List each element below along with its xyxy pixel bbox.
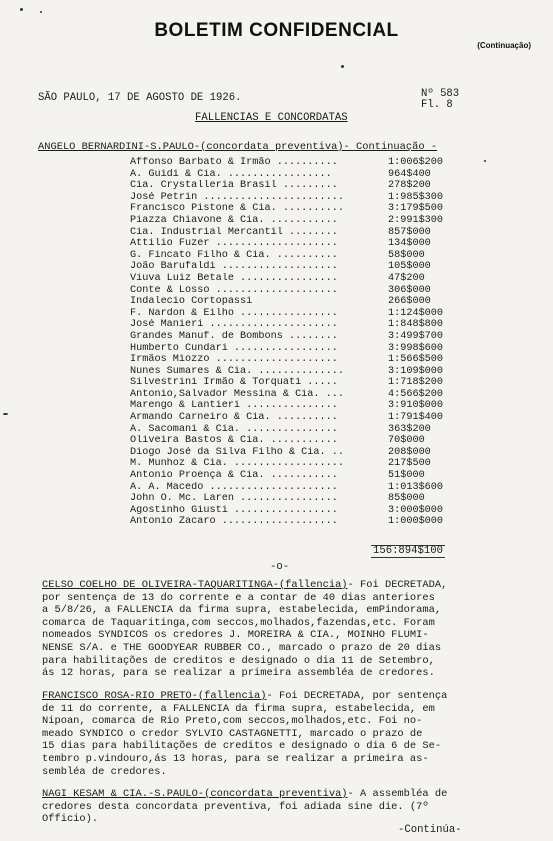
creditor-amount: 208$000 — [388, 446, 431, 458]
creditor-amount: 1:000$000 — [388, 516, 444, 528]
celso-line: NENSE S/A. e THE GOODYEAR RUBBER CO., marcado o prazo de 20 dias — [42, 641, 442, 654]
creditor-list — [130, 157, 460, 528]
creditor-name: Francisco Pistone & Cia. .......... — [130, 203, 344, 215]
creditor-row — [130, 215, 460, 227]
creditor-name: A. A. Macedo ..................... — [130, 481, 338, 493]
creditor-row — [130, 412, 460, 424]
creditor-name: Armando Carneiro & Cia. .......... — [130, 412, 338, 424]
creditor-row — [130, 493, 460, 505]
creditor-amount: 4:566$200 — [388, 388, 444, 400]
creditor-row — [130, 470, 460, 482]
creditor-name: F. Nardon & Eilho ................ — [130, 307, 338, 319]
creditor-row — [130, 343, 460, 355]
bulletin-number: Nº 583 — [421, 88, 460, 100]
francisco-line: sembléa de credores. — [42, 765, 167, 778]
creditor-name: Nunes Sumares & Cia. .............. — [130, 365, 344, 377]
angelo-heading: ANGELO BERNARDINI-S.PAULO-(concordata preventiva)- Continuação - — [38, 141, 438, 153]
creditor-row — [130, 169, 460, 181]
creditor-name: Irmãos Miozzo .................... — [130, 354, 338, 366]
nagi-line: Officio). — [42, 813, 99, 826]
creditor-name: Cia. Industrial Mercantil ........ — [130, 226, 338, 238]
creditor-row — [130, 400, 460, 412]
celso-notice — [42, 579, 512, 680]
continues-label: -Continúa- — [398, 824, 462, 836]
place-date: SÃO PAULO, 17 DE AGOSTO DE 1926. — [38, 92, 242, 104]
creditor-amount: 217$500 — [388, 458, 431, 470]
celso-line: ás 12 horas, para se realizar a primeira assembléa de credores. — [42, 667, 435, 680]
creditor-amount: 964$400 — [388, 168, 431, 180]
creditor-name: Cia. Crystalleria Brasil ......... — [130, 180, 338, 192]
creditor-row — [130, 389, 460, 401]
creditor-name: Viuva Luiz Betale ................ — [130, 272, 338, 284]
creditor-name: Conte & Losso .................... — [130, 284, 338, 296]
creditor-name: Attilio Fuzer .................... — [130, 238, 338, 250]
francisco-line: 15 dias para habilitações de creditos e designado o dia 6 de Se- — [42, 740, 442, 753]
creditor-row — [130, 505, 460, 517]
creditor-amount: 47$200 — [388, 272, 425, 284]
scan-speck — [484, 160, 486, 162]
creditor-amount: 1:985$300 — [388, 191, 444, 203]
creditor-name: A. Sacomani & Cia. ............... — [130, 423, 338, 435]
creditor-row — [130, 366, 460, 378]
scan-speck — [20, 8, 23, 11]
creditor-amount: 134$000 — [388, 238, 431, 250]
scan-speck — [341, 65, 344, 68]
francisco-line: tembro p.vindouro,ás 13 horas, para se realizar a primeira as- — [42, 752, 429, 765]
creditor-row — [130, 377, 460, 389]
creditor-amount: 105$000 — [388, 261, 431, 273]
sheet-number: Fl. 8 — [421, 99, 453, 111]
creditor-row — [130, 203, 460, 215]
creditor-row — [130, 458, 460, 470]
creditor-name: Piazza Chiavone & Cia. ........... — [130, 214, 338, 226]
creditor-row — [130, 227, 460, 239]
creditor-name: Agostinho Giusti ................. — [130, 504, 338, 516]
creditor-row — [130, 238, 460, 250]
creditor-amount: 2:991$300 — [388, 214, 444, 226]
creditor-row — [130, 447, 460, 459]
creditor-name: Humberto Cundari ................. — [130, 342, 338, 354]
francisco-line: meado SYNDICO o credor SYLVIO CASTAGNETTI, marcado o prazo de — [42, 727, 423, 740]
creditor-name: Diogo José da Silva Filho & Cia. .. — [130, 446, 344, 458]
francisco-line: FRANCISCO ROSA-RIO PRETO-(fallencia)- Foi DECRETADA, por sentença — [42, 690, 448, 702]
creditor-name: Marengo & Lantieri ............... — [130, 400, 338, 412]
creditor-amount: 58$000 — [388, 249, 425, 261]
creditor-amount: 857$000 — [388, 226, 431, 238]
creditor-name: G. Fincato Filho & Cia. .......... — [130, 249, 338, 261]
section-heading: FALLENCIAS E CONCORDATAS — [195, 112, 348, 124]
celso-line: comarca de Taquaritinga,com seccos,molhados,fazendas,etc. Foram — [42, 616, 435, 629]
creditor-amount: 3:109$000 — [388, 365, 444, 377]
creditor-name: Indalecio Cortopassi — [130, 296, 253, 308]
creditor-amount: 3:179$500 — [388, 203, 444, 215]
francisco-line: de 11 do corrente, a FALLENCIA da firma supra, estabelecida, em — [42, 702, 435, 715]
creditor-name: Antonio Proença & Cia. ........... — [130, 470, 338, 482]
creditor-amount: 1:566$500 — [388, 354, 444, 366]
bulletin-title: BOLETIM CONFIDENCIAL — [154, 20, 399, 41]
creditor-name: Affonso Barbato & Irmão .......... — [130, 157, 338, 168]
creditor-amount: 1:791$400 — [388, 412, 444, 424]
continuation-label: (Continuação) — [477, 41, 531, 50]
creditor-name: Antonio,Salvador Messina & Cia. ... — [130, 388, 344, 400]
creditor-row — [130, 354, 460, 366]
creditor-amount: 1:013$600 — [388, 481, 444, 493]
scan-speck — [3, 413, 8, 415]
creditor-amount: 1:006$200 — [388, 157, 444, 168]
creditor-row — [130, 308, 460, 320]
creditor-row — [130, 435, 460, 447]
celso-line: para habilitações de creditos e designado o dia 11 de Setembro, — [42, 654, 435, 667]
creditor-amount: 3:499$700 — [388, 330, 444, 342]
creditor-amount: 1:124$000 — [388, 307, 444, 319]
francisco-line: Nipoan, comarca de Rio Preto,com seccos,molhados,etc. Foi no- — [42, 715, 423, 728]
nagi-notice — [42, 788, 512, 826]
creditor-amount: 3:998$600 — [388, 342, 444, 354]
nagi-line: credores desta concordata preventiva, foi adiada sine die. (7º — [42, 800, 429, 813]
creditor-row — [130, 273, 460, 285]
creditor-name: Grandes Manuf. de Bombons ........ — [130, 330, 338, 342]
creditor-name: José Manieri ..................... — [130, 319, 338, 331]
francisco-notice — [42, 690, 512, 778]
creditor-name: A. Guidi & Cia. ................. — [130, 168, 332, 180]
creditor-row — [130, 331, 460, 343]
creditor-total: 156:894$100 — [373, 545, 443, 557]
celso-line: CELSO COELHO DE OLIVEIRA-TAQUARITINGA-(fallencia)- Foi DECRETADA, — [42, 579, 448, 591]
creditor-row — [130, 516, 460, 528]
creditor-name: José Petrin ....................... — [130, 191, 344, 203]
creditor-name: John O. Mc. Laren ................ — [130, 493, 338, 505]
creditor-amount: 70$000 — [388, 435, 425, 447]
celso-line: nomeados SYNDICOS os credores J. MOREIRA & CIA., MOINHO FLUMI- — [42, 629, 429, 642]
creditor-row — [130, 261, 460, 273]
section-separator: -o- — [270, 561, 290, 573]
creditor-row — [130, 482, 460, 494]
creditor-name: M. Munhoz & Cia. .................. — [130, 458, 344, 470]
creditor-amount: 1:718$200 — [388, 377, 444, 389]
creditor-amount: 51$000 — [388, 470, 425, 482]
creditor-amount: 85$000 — [388, 493, 425, 505]
celso-line: por sentença de 13 do corrente e a contar de 40 dias anteriores — [42, 591, 435, 604]
creditor-row — [130, 285, 460, 297]
creditor-name: João Barufaldi ................... — [130, 261, 338, 273]
nagi-line: NAGI KESAM & CIA.-S.PAULO-(concordata preventiva)- A assembléa de — [42, 788, 448, 800]
creditor-row — [130, 192, 460, 204]
creditor-amount: 363$200 — [388, 423, 431, 435]
creditor-name: Oliveira Bastos & Cia. ........... — [130, 435, 338, 447]
scan-speck — [40, 11, 42, 13]
celso-line: a 5/8/26, a FALLENCIA da firma supra, estabelecida, emPindorama, — [42, 604, 442, 617]
creditor-amount: 266$000 — [388, 296, 431, 308]
creditor-row — [130, 180, 460, 192]
creditor-amount: 306$000 — [388, 284, 431, 296]
creditor-amount: 278$200 — [388, 180, 431, 192]
creditor-amount: 3:910$000 — [388, 400, 444, 412]
creditor-name: Silvestrini Irmão & Torquati ..... — [130, 377, 338, 389]
creditor-row — [130, 319, 460, 331]
creditor-row — [130, 424, 460, 436]
creditor-row — [130, 250, 460, 262]
creditor-row — [130, 296, 460, 308]
creditor-amount: 1:848$800 — [388, 319, 444, 331]
creditor-amount: 3:000$000 — [388, 504, 444, 516]
creditor-name: Antonio Zacaro ................... — [130, 516, 338, 528]
creditor-row — [130, 157, 460, 169]
